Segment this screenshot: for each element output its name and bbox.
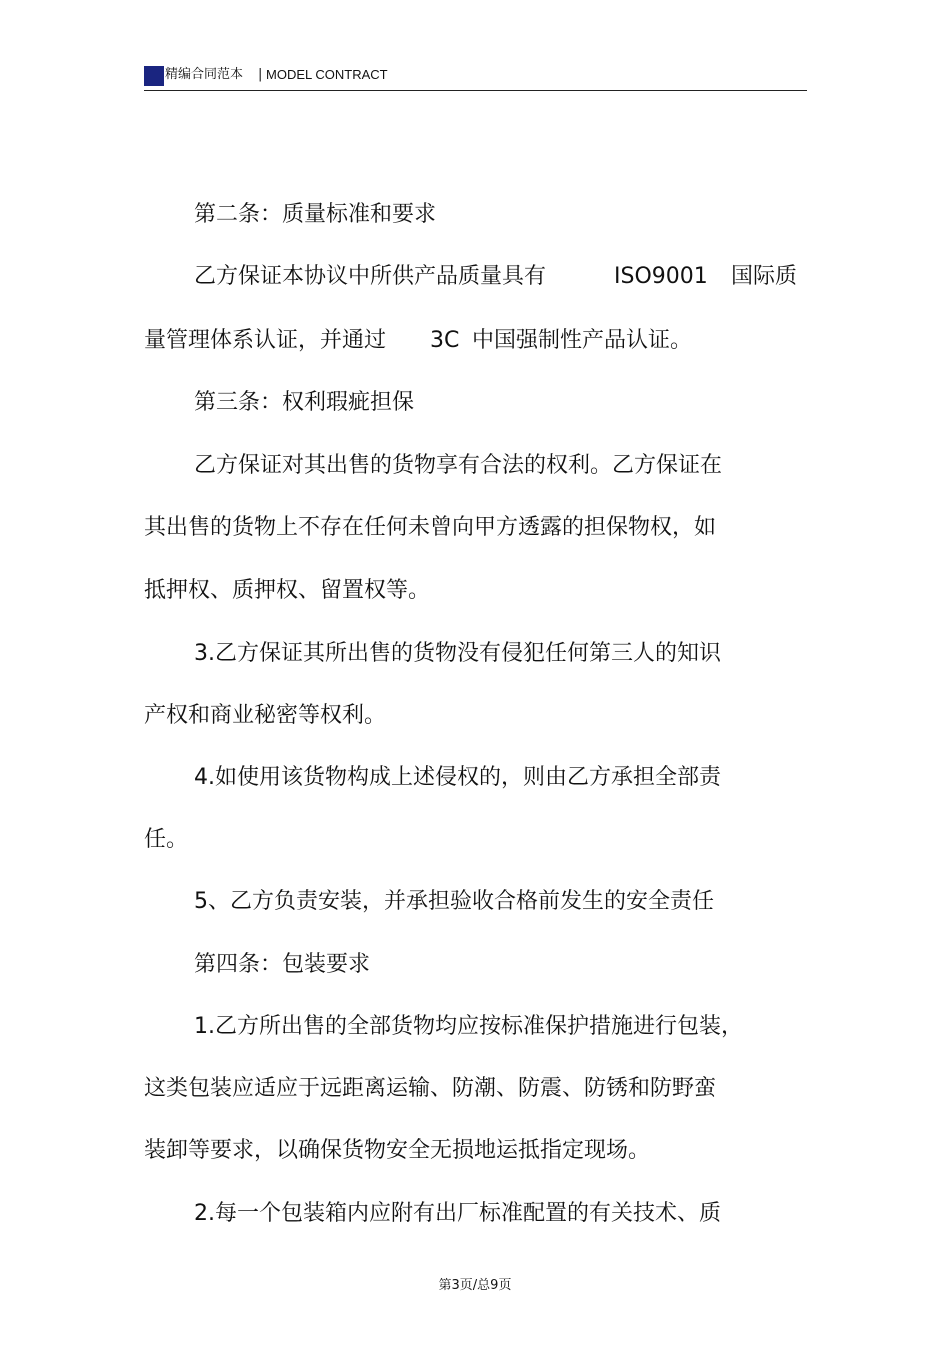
paragraph-line: 装卸等要求，以确保货物安全无损地运抵指定现场。	[144, 1138, 651, 1163]
paragraph-line: 乙方保证对其出售的货物享有合法的权利。乙方保证在	[194, 453, 723, 478]
logo-square-icon	[144, 66, 164, 86]
paragraph-line: 这类包装应适应于远距离运输、防潮、防震、防锈和防野蛮	[144, 1076, 717, 1101]
section-heading: 第四条：包装要求	[194, 952, 371, 977]
paragraph-line: 3.乙方保证其所出售的货物没有侵犯任何第三人的知识	[194, 641, 721, 666]
paragraph-line: 4.如使用该货物构成上述侵权的，则由乙方承担全部责	[194, 765, 721, 790]
paragraph-line: 任。	[144, 827, 189, 852]
header-separator: |	[258, 67, 263, 82]
header-subtitle: MODEL CONTRACT	[266, 67, 388, 82]
paragraph-line: 中国强制性产品认证。	[472, 328, 693, 353]
paragraph-line: 5、乙方负责安装，并承担验收合格前发生的安全责任	[194, 889, 714, 914]
section-heading: 第二条：质量标准和要求	[194, 202, 437, 227]
page-indicator: 第3页/总9页	[438, 1278, 512, 1293]
paragraph-line: 1.乙方所出售的全部货物均应按标准保护措施进行包装，	[194, 1014, 743, 1039]
page-header	[144, 64, 807, 91]
paragraph-line: 2.每一个包装箱内应附有出厂标准配置的有关技术、质	[194, 1201, 721, 1226]
section-heading: 第三条：权利瑕疵担保	[194, 390, 415, 415]
paragraph-line: 产权和商业秘密等权利。	[144, 703, 387, 728]
paragraph-line: 抵押权、质押权、留置权等。	[144, 578, 431, 603]
paragraph-line: 3C	[430, 328, 460, 353]
paragraph-line: ISO9001	[614, 264, 708, 289]
paragraph-line: 其出售的货物上不存在任何未曾向甲方透露的担保物权，如	[144, 515, 717, 540]
paragraph-line: 量管理体系认证，并通过	[144, 328, 387, 353]
header-brand: 精编合同范本	[165, 67, 244, 82]
paragraph-line: 乙方保证本协议中所供产品质量具有	[194, 264, 547, 289]
paragraph-line: 国际质	[731, 264, 798, 289]
